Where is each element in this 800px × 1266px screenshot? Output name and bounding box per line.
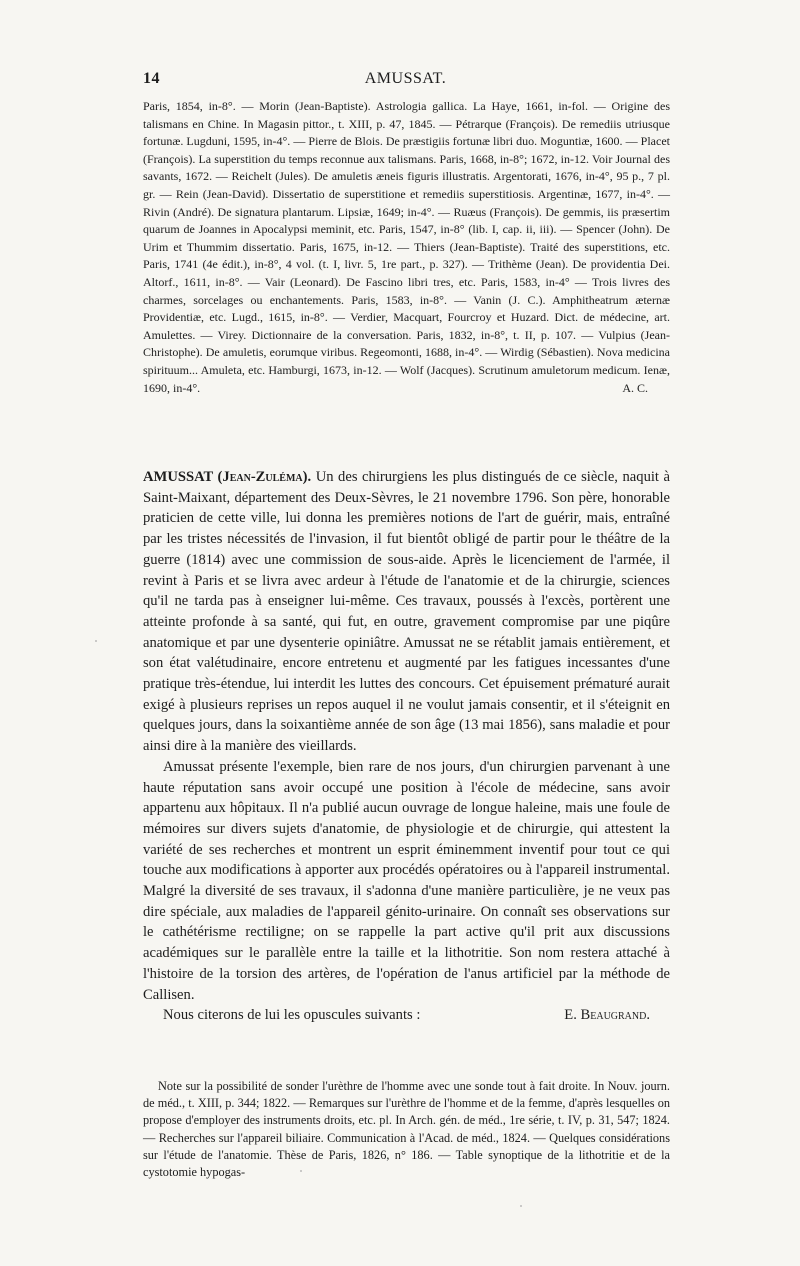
paragraph-text: Un des chirurgiens les plus distingués de ce siècle, naquit à Saint-Maixant, département des Deux-Sèvres, le 21 novembre 1796. Son père, honorable praticien de cette ville, lui donna les premières notions de l'art de guérir, mais, entraîné par les tristes nécessités de l'invasion, il fut bientôt obligé de partir pour le théâtre de la guerre (1814) avec une commission de sous-aide. Après le licenciement de l'armée, il revint à Paris et se livra avec ardeur à l'étude de l'anatomie et de la chirurgie, sciences qu'il ne tarda pas à enseigner lui-même. Ces travaux, poussés à l'excès, portèrent une atteinte profonde à sa santé, qui fut, en outre, gravement compromise par une piqûre anatomique et par une dysenterie opiniâtre. Amussat ne se rétablit jamais entièrement, et son état valétudinaire, encore entretenu et augmenté par les fatigues incessantes d'une pratique très-étendue, lui interdit les luttes des concours. Cet épuisement prématuré aurait exigé à plusieurs reprises un repos auquel il ne voulut jamais consentir, et il s'éteignit en quelques jours, dans la soixantième année de son âge (13 mai 1856), sans maladie et pour ainsi dire à la manière des vieillards.	[143, 469, 670, 755]
paragraph-text: Amussat présente l'exemple, bien rare de nos jours, d'un chirurgien parvenant à une haute réputation sans avoir occupé une position à l'école de médecine, sans avoir appartenu aux hôpitaux. Il n'a publié aucun ouvrage de longue haleine, mais une foule de mémoires sur divers sujets d'anatomie, de physiologie et de chirurgie, qui attestent la variété de ses recherches et montrent un esprit éminemment inventif pour tout ce qui touche aux modifications à apporter aux procédés opératoires ou à l'appareil instrumental. Malgré la diversité de ses travaux, il s'adonna d'une manière particulière, je ne veux pas dire spéciale, aux maladies de l'appareil génito-urinaire. On connaît ses observations sur le cathétérisme rectiligne; on se rappelle la part active qu'il prit aux discussions académiques sur le parallèle entre la taille et la lithotritie. Son nom restera attaché à l'histoire de la torsion des artères, de l'opération de l'anus artificiel par la méthode de Callisen.	[143, 758, 670, 1003]
page-number: 14	[143, 70, 160, 87]
article-paragraph	[143, 467, 670, 757]
bibliography-signature: A. C.	[622, 380, 648, 395]
paper-speck	[95, 640, 97, 642]
works-paragraph	[143, 1078, 670, 1181]
works-list	[143, 1078, 670, 1181]
running-title: AMUSSAT.	[364, 70, 447, 87]
bibliography-block	[143, 98, 670, 397]
paragraph-text: Nous citerons de lui les opuscules suivants :	[163, 1007, 421, 1024]
article-headword: AMUSSAT (Jean-Zuléma).	[143, 469, 312, 485]
article-paragraph	[143, 757, 670, 1005]
works-text: Note sur la possibilité de sonder l'urèthre de l'homme avec une sonde tout à fait droite. In Nouv. journ. de méd., t. XIII, p. 344; 1822. — Remarques sur l'urèthre de l'homme et de la femme, d'après lesquelles on propose d'employer des instruments droits, etc. pl. In Arch. gén. de méd., 1re série, t. IV, p. 31, 547; 1824. — Recherches sur l'appareil biliaire. Communication à l'Acad. de méd., 1824. — Quelques considérations sur l'étude de l'anatomie. Thèse de Paris, 1826, n° 186. — Table synoptique de la lithotritie et de la cystotomie hypogas-	[143, 1079, 670, 1180]
article-body	[143, 467, 670, 1026]
paper-speck	[520, 1205, 522, 1207]
article-author: E. Beaugrand.	[564, 1007, 650, 1024]
bibliography-text: Paris, 1854, in-8°. — Morin (Jean-Baptiste). Astrologia gallica. La Haye, 1661, in-fol. — Origine des talismans en Chine. In Magasin pittor., t. XIII, p. 47, 1845. — Pétrarque (François). De remediis utriusque fortunæ. Lugduni, 1595, in-4°. — Pierre de Blois. De præstigiis fortunæ libri duo. Moguntiæ, 1600. — Placet (François). La superstition du temps reconnue aux talismans. Paris, 1668, in-8°; 1672, in-12. Voir Journal des savants, 1672. — Reichelt (Jules). De amuletis æneis figuris illustratis. Argentorati, 1676, in-4°, 95 p., 7 pl. gr. — Rein (Jean-David). Dissertatio de superstitione et remediis superstitiosis. Argentinæ, 1677, in-4°. — Rivin (André). De signatura plantarum. Lipsiæ, 1649; in-4°. — Ruæus (François). De gemmis, iis præsertim quarum de Joannes in Apocalypsi meminit, etc. Paris, 1547, in-8° (lib. I, cap. ii, iii). — Spencer (John). De Urim et Thummim dissertatio. Paris, 1675, in-12. — Thiers (Jean-Baptiste). Traité des superstitions, etc. Paris, 1741 (4e édit.), in-8°, 4 vol. (t. I, livr. 5, 1re part., p. 327). — Trithème (Jean). De providentia Dei. Altorf., 1611, in-8°. — Vair (Leonard). De Fascino libri tres, etc. Paris, 1583, in-4° — Trois livres des charmes, sorcelages ou enchantements. Paris, 1583, in-8°. — Vanin (J. C.). Amphitheatrum æternæ Providentiæ, etc. Lugd., 1615, in-8°. — Verdier, Macquart, Fourcroy et Huzard. Dict. de médecine, art. Amulettes. — Virey. Dictionnaire de la conversation. Paris, 1832, in-8°, t. II, p. 107. — Vulpius (Jean-Christophe). De amuletis, eorumque viribus. Regeomonti, 1688, in-4°. — Wirdig (Sébastien). Nova medicina spirituum... Amuleta, etc. Hamburgi, 1673, in-12. — Wolf (Jacques). Scrutinum amuletorum medicum. Ienæ, 1690, in-4°.	[143, 99, 670, 395]
page-header	[143, 70, 668, 94]
article-paragraph	[143, 1005, 670, 1026]
paper-speck	[300, 1170, 302, 1172]
